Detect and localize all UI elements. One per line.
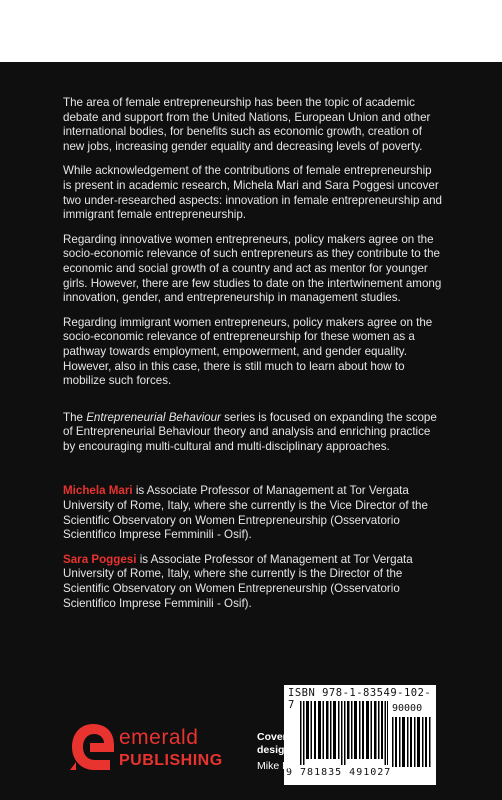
blurb-text — [63, 96, 443, 621]
ean-barcode-bars — [300, 701, 388, 765]
isbn-label: ISBN 978-1-83549-102-7 — [288, 687, 432, 711]
author-bio-text-2: is Associate Professor of Management at Tor Vergata University of Rome, Italy, where she currently is the Director of the Scientific Observatory on Women Entrepreneurship (Osservatorio Scientifico Imprese Femminili - Osif). — [63, 552, 413, 610]
emerald-logo-icon — [70, 722, 116, 772]
series-prefix: The — [63, 410, 87, 424]
series-description — [63, 411, 443, 455]
publisher-name: emerald — [119, 726, 199, 749]
author-bio-2 — [63, 553, 443, 611]
author-bio-1 — [63, 484, 443, 542]
series-name: Entrepreneurial Behaviour — [86, 410, 221, 424]
blurb-paragraph-4: Regarding immigrant women entrepreneurs, policy makers agree on the socio-economic relevance of entrepreneurship for these women as a pathway towards employment, empowerment, and gender equality. However, also in this case, there is still much to learn about how to mobilize such forces. — [63, 315, 433, 388]
series-suffix: series is focused on expanding the scope of Entrepreneurial Behaviour theory and analysis and enriching practice by encouraging multi-cultural and multi-disciplinary approaches. — [63, 410, 437, 453]
publisher-subtitle: PUBLISHING — [119, 752, 223, 769]
blurb-paragraph-1: The area of female entrepreneurship has been the topic of academic debate and support from the United Nations, European Union and other international bodies, for benefits such as economic growth, creation of new jobs, increasing gender equality and decreasing levels of poverty. — [63, 96, 431, 153]
cover-design-label: Cover design: — [257, 731, 295, 756]
author-name-1: Michela Mari — [63, 484, 133, 498]
blurb-paragraph-3: Regarding innovative women entrepreneurs, policy makers agree on the socio-economic relevance of such entrepreneurs as they contribute to the economic and social growth of a country and act as mentor for younger girls. However, there are few studies to date on the intertwinement among innovation, gender, and entrepreneurship in management studies. — [63, 232, 442, 305]
addon-barcode-bars — [392, 717, 432, 767]
barcode — [284, 685, 436, 785]
ean-number: 9 781835 491027 — [286, 767, 392, 778]
barcode-addon-number: 90000 — [392, 703, 423, 714]
author-name-2: Sara Poggesi — [63, 552, 137, 566]
author-bio-text-1: is Associate Professor of Management at Tor Vergata University of Rome, Italy, where she currently is the Vice Director of the Scientific Observatory on Women Entrepreneurship (Osservatorio Scientifico Imprese Femminili - Osif). — [63, 484, 428, 542]
blurb-paragraph-2: While acknowledgement of the contributions of female entrepreneurship is present in academic research, Michela Mari and Sara Poggesi uncover two under-researched aspects: innovation in female entrepreneurship and immigrant female entrepreneurship. — [63, 164, 442, 222]
cover-designer-name: Mike Hill — [257, 760, 297, 772]
